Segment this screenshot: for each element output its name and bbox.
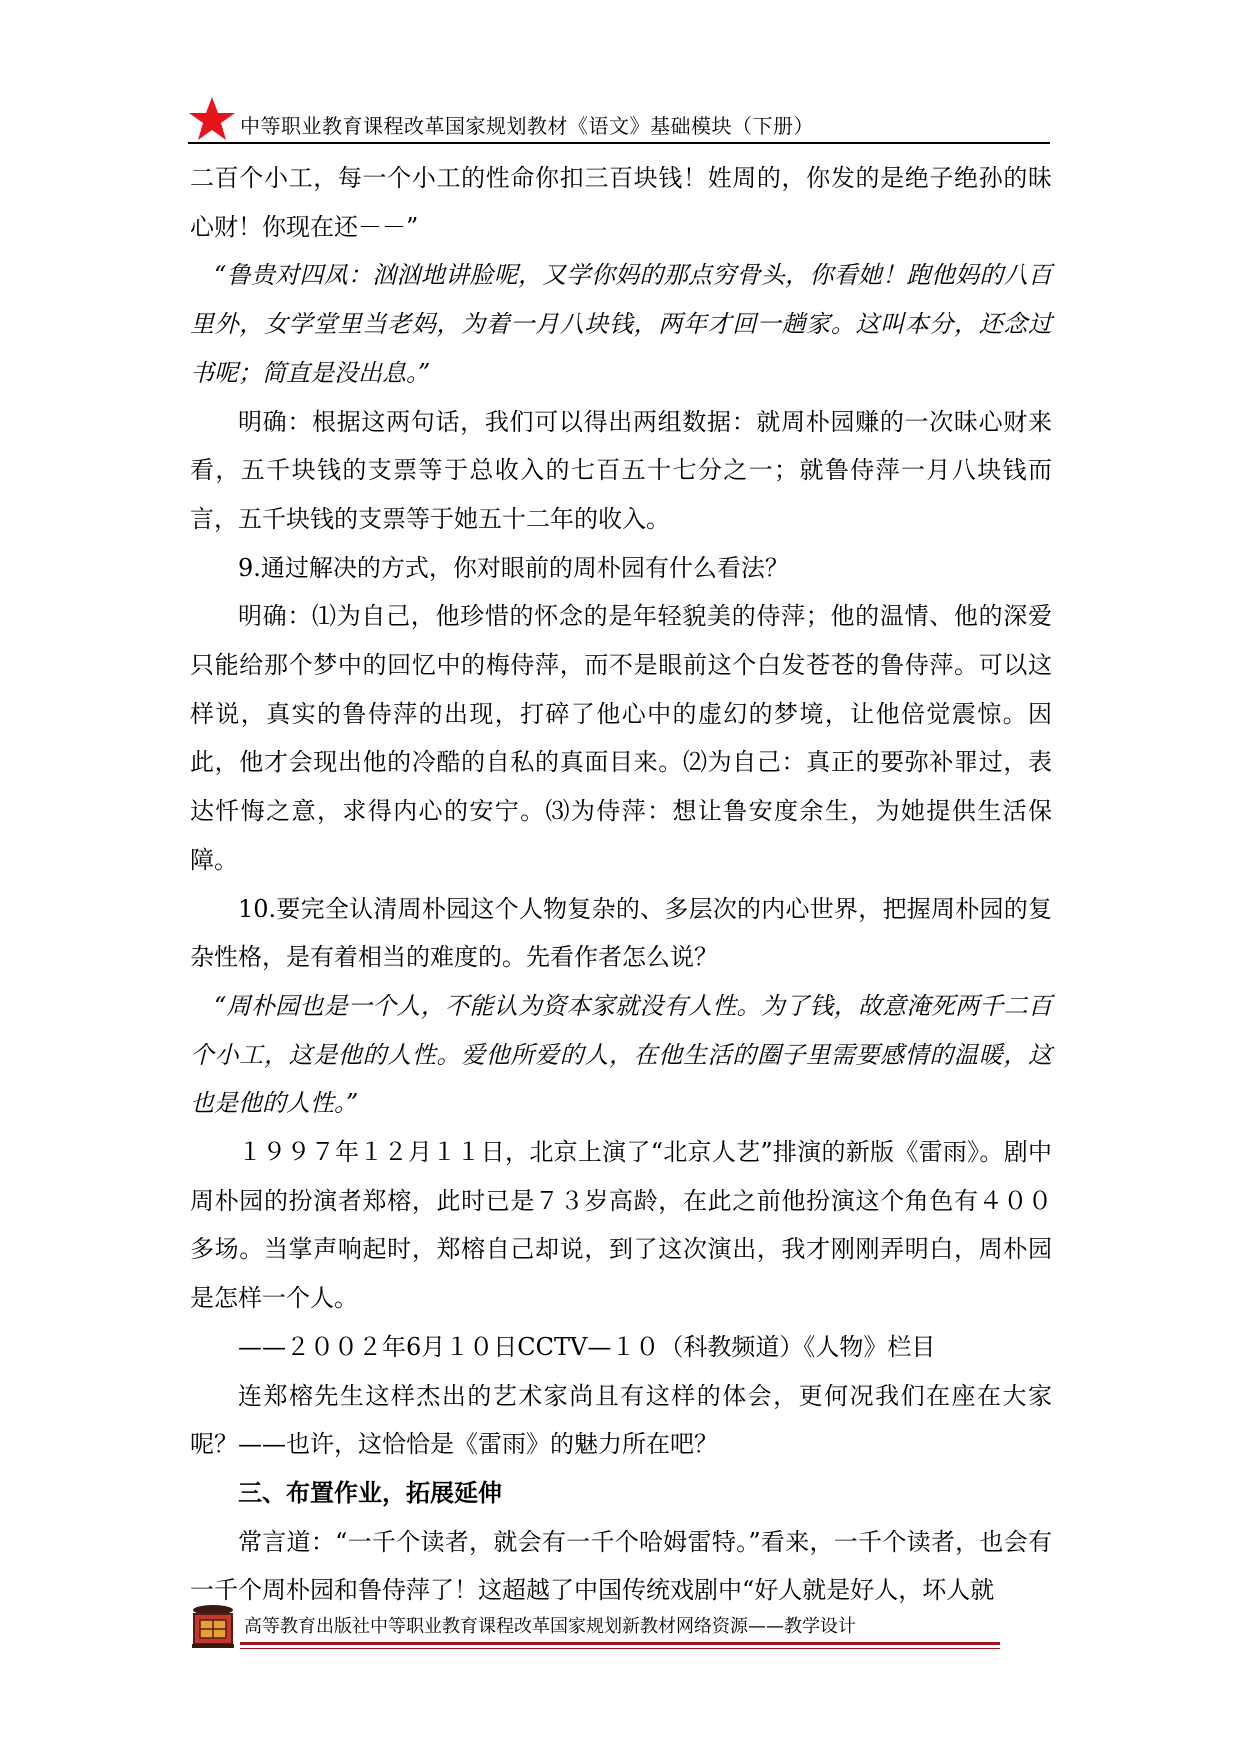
header-title: 中等职业教育课程改革国家规划教材《语文》基础模块（下册） xyxy=(240,114,814,138)
answer-9: 明确：⑴为自己，他珍惜的怀念的是年轻貌美的侍萍；他的温情、他的深爱只能给那个梦中的回忆中的梅侍萍，而不是眼前这个白发苍苍的鲁侍萍。可以这样说，真实的鲁侍萍的出现，打碎了他心中的虚幻的梦境，让他倍觉震惊。因此，他才会现出他的冷酷的自私的真面目来。⑵为自己：真正的要弥补罪过，表达忏悔之意，求得内心的安宁。⑶为侍萍：想让鲁安度余生，为她提供生活保障。 xyxy=(190,602,1052,874)
question-10: 10.要完全认清周朴园这个人物复杂的、多层次的内心世界，把握周朴园的复杂性格，是有着相当的难度的。先看作者怎么说？ xyxy=(190,894,1052,972)
paragraph-reflection: 连郑榕先生这样杰出的艺术家尚且有这样的体会，更何况我们在座在大家呢？——也许，这恰恰是《雷雨》的魅力所在吧？ xyxy=(190,1381,1052,1459)
paragraph-1: 二百个小工，每一个小工的性命你扣三百块钱！姓周的，你发的是绝子绝孙的昧心财！你现在还－－” xyxy=(190,164,1052,241)
page-footer xyxy=(188,1602,1000,1652)
page-body xyxy=(190,154,1052,1615)
footer-divider-thin xyxy=(240,1648,1000,1649)
paragraph-last: 常言道：“一千个读者，就会有一千个哈姆雷特。”看来，一千个读者，也会有一千个周朴园和鲁侍萍了！这超越了中国传统戏剧中“好人就是好人，坏人就 xyxy=(190,1527,1052,1605)
footer-divider-thick xyxy=(240,1642,1000,1645)
footer-text: 高等教育出版社中等职业教育课程改革国家规划新教材网络资源——教学设计 xyxy=(244,1616,856,1637)
paragraph-performance: １９９７年１２月１１日，北京上演了“北京人艺”排演的新版《雷雨》。剧中周朴园的扮演者郑榕，此时已是７３岁高龄，在此之前他扮演这个角色有４００多场。当掌声响起时，郑榕自己却说，到了这次演出，我才刚刚弄明白，周朴园是怎样一个人。 xyxy=(190,1138,1052,1313)
red-star-icon xyxy=(188,96,236,142)
author-quote: “周朴园也是一个人，不能认为资本家就没有人性。为了钱，故意淹死两千二百个小工，这是他的人性。爱他所爱的人，在他生活的圈子里需要感情的温暖，这也是他的人性。” xyxy=(190,991,1052,1118)
header-divider xyxy=(188,142,1050,144)
paragraph-2-quote: “鲁贵对四凤：汹汹地讲脸呢，又学你妈的那点穷骨头，你看她！跑他妈的八百里外，女学堂里当老妈，为着一月八块钱，两年才回一趟家。这叫本分，还念过书呢；简直是没出息。” xyxy=(190,261,1052,387)
publisher-logo-icon xyxy=(188,1602,238,1650)
source-citation: ——２００２年6月１０日CCTV—１０（科教频道）《人物》栏目 xyxy=(238,1332,936,1361)
paragraph-3: 明确：根据这两句话，我们可以得出两组数据：就周朴园赚的一次昧心财来看，五千块钱的支票等于总收入的七百五十七分之一；就鲁侍萍一月八块钱而言，五千块钱的支票等于她五十二年的收入。 xyxy=(190,407,1052,533)
question-9: 9.通过解决的方式，你对眼前的周朴园有什么看法？ xyxy=(238,553,789,582)
section-heading: 三、布置作业，拓展延伸 xyxy=(238,1478,502,1507)
page-header xyxy=(188,96,1048,142)
